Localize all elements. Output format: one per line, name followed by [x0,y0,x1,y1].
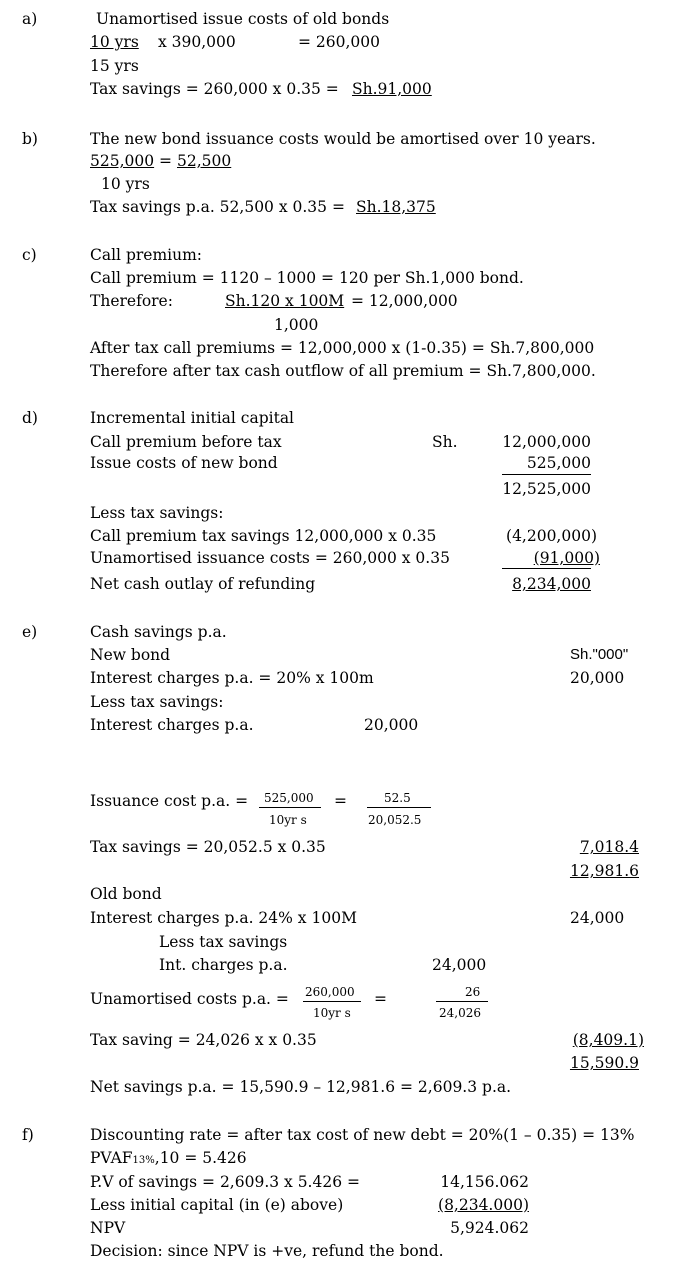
d-row5-label: Net cash outlay of refunding [90,575,316,593]
b-fraction-result: 52,500 [177,152,232,170]
e-issuance-fraction-bar [259,807,321,808]
e-net-savings: Net savings p.a. = 15,590.9 – 12,981.6 = 2,609.3 p.a. [90,1078,512,1096]
d-subtotal-rule [502,474,591,475]
a-fraction-denominator: 15 yrs [90,57,139,75]
b-tax-savings-text: Tax savings p.a. 52,500 x 0.35 = [90,198,345,216]
a-fraction-result: = 260,000 [298,33,381,51]
e-less-tax-savings: Less tax savings: [90,693,224,711]
d-row3-label: Call premium tax savings 12,000,000 x 0.35 [90,527,437,545]
e-unamortised-sum-bar [436,1001,488,1002]
f-pvaf-sub: 13% [132,1155,155,1166]
f-npv-value: 5,924.062 [450,1219,529,1237]
e-issuance-label: Issuance cost p.a. = [90,792,249,810]
b-fraction-numerator: 525,000 [90,152,155,170]
d-row1-label: Call premium before tax [90,433,282,451]
f-pv-label: P.V of savings = 2,609.3 x 5.426 = [90,1173,360,1191]
f-pv-value: 14,156.062 [440,1173,529,1191]
a-tax-savings-value: Sh.91,000 [352,80,432,98]
f-discount-rate: Discounting rate = after tax cost of new debt = 20%(1 – 0.35) = 13% [90,1126,635,1144]
b-fraction-denominator: 10 yrs [101,175,150,193]
e-old-interest-value: 24,000 [570,909,625,927]
e-unamortised-denominator: 10yr s [313,1006,351,1020]
e-unamortised-fraction-bar [303,1001,361,1002]
e-old-bond: Old bond [90,885,162,903]
e-old-tax-label: Tax saving = 24,026 x x 0.35 [90,1031,317,1049]
e-issuance-total: 20,052.5 [368,813,422,827]
d-row3-value: (4,200,000) [506,527,597,545]
e-int-pa-value: 20,000 [364,716,419,734]
d-row5-value: 8,234,000 [512,575,591,593]
b-fraction-equals: = [159,152,172,170]
b-tax-savings-value: Sh.18,375 [356,198,436,216]
e-tax-savings-value: 7,018.4 [579,838,639,856]
e-old-net-cost: 15,590.9 [569,1054,639,1072]
c-fraction-result: = 12,000,000 [351,292,458,310]
f-pvaf [90,1148,247,1171]
section-d-label: d) [22,409,38,427]
section-c-label: c) [22,246,37,264]
f-decision: Decision: since NPV is +ve, refund the bond. [90,1242,444,1260]
e-old-tax-value: (8,409.1) [572,1031,644,1049]
d-currency: Sh. [432,433,458,451]
e-old-interest-label: Interest charges p.a. 24% x 100M [90,909,357,927]
section-a-label: a) [22,10,38,28]
f-npv-label: NPV [90,1219,126,1237]
e-issuance-value: 52.5 [384,791,411,805]
e-unamortised-equals: = [374,990,387,1008]
section-e-heading: Cash savings p.a. [90,623,227,641]
section-b-heading: The new bond issuance costs would be amortised over 10 years. [90,130,596,148]
e-issuance-sum-bar [367,807,431,808]
e-unamortised-numerator: 260,000 [305,985,355,999]
section-f-label: f) [22,1126,34,1144]
c-therefore: Therefore: [90,292,173,310]
d-total-rule [502,568,591,569]
c-therefore-line: Therefore after tax cash outflow of all premium = Sh.7,800,000. [90,362,596,380]
d-subtotal: 12,525,000 [502,480,591,498]
e-new-net-cost: 12,981.6 [569,862,639,880]
section-b-label: b) [22,130,38,148]
f-less-label: Less initial capital (in (e) above) [90,1196,344,1214]
e-old-less-tax-savings: Less tax savings [159,933,288,951]
section-c-heading: Call premium: [90,246,203,264]
e-issuance-equals: = [334,792,347,810]
e-tax-savings-label: Tax savings = 20,052.5 x 0.35 [90,838,326,856]
c-fraction-denominator: 1,000 [274,316,319,334]
e-issuance-denominator: 10yr s [269,813,307,827]
a-tax-savings-text: Tax savings = 260,000 x 0.35 = [90,80,339,98]
d-row4-value: (91,000) [533,549,600,567]
f-pvaf-rest: ,10 = 5.426 [154,1149,247,1167]
c-after-tax-line: After tax call premiums = 12,000,000 x (1-0.35) = Sh.7,800,000 [90,339,595,357]
d-row1-value: 12,000,000 [502,433,591,451]
e-unamortised-value: 26 [465,985,481,999]
e-old-int-value: 24,000 [432,956,487,974]
a-fraction-numerator: 10 yrs [90,33,139,51]
d-row4-label: Unamortised issuance costs = 260,000 x 0.35 [90,549,450,567]
e-old-int-label: Int. charges p.a. [159,956,288,974]
e-interest-value: 20,000 [570,669,625,687]
e-int-pa-label: Interest charges p.a. [90,716,254,734]
f-less-value: (8,234.000) [438,1196,529,1214]
f-pvaf-main: PVAF [90,1149,133,1167]
e-new-bond: New bond [90,646,171,664]
d-row2-label: Issue costs of new bond [90,454,278,472]
e-unamortised-total: 24,026 [439,1006,481,1020]
a-fraction-multiplier: x 390,000 [158,33,236,51]
section-d-heading: Incremental initial capital [90,409,295,427]
c-call-premium-line: Call premium = 1120 – 1000 = 120 per Sh.1,000 bond. [90,269,524,287]
e-unamortised-label: Unamortised costs p.a. = [90,990,289,1008]
e-unit: Sh."000" [570,646,629,663]
c-fraction-numerator: Sh.120 x 100M [225,292,345,310]
section-e-label: e) [22,623,38,641]
e-interest-label: Interest charges p.a. = 20% x 100m [90,669,374,687]
d-row2-value: 525,000 [526,454,591,472]
section-a-heading: Unamortised issue costs of old bonds [96,10,390,28]
e-issuance-numerator: 525,000 [264,791,314,805]
d-less-tax-savings: Less tax savings: [90,504,224,522]
